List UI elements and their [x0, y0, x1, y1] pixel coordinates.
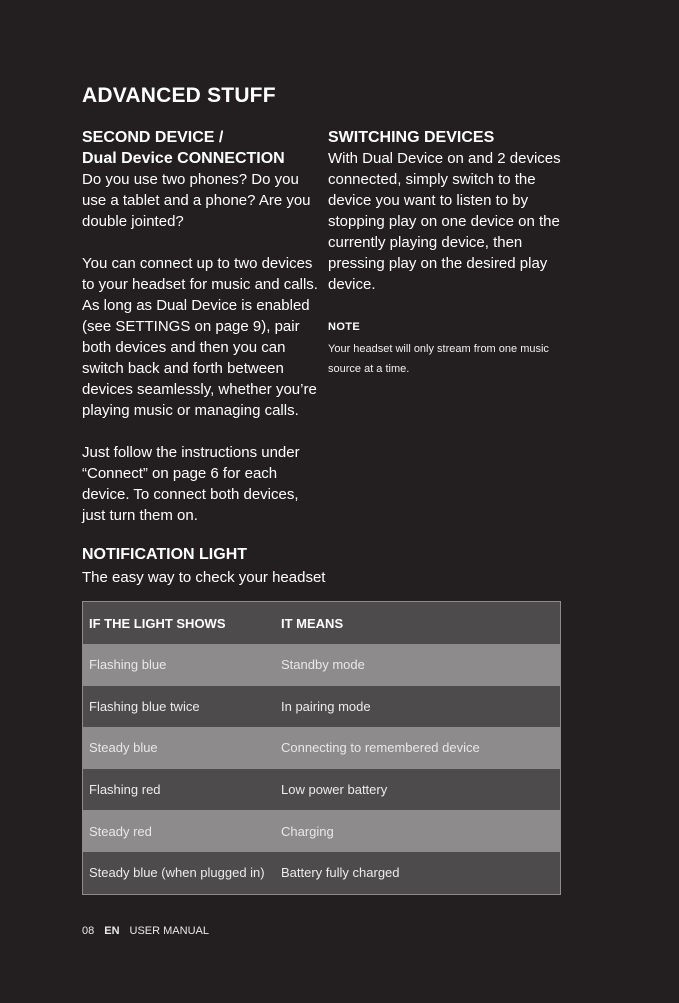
table-cell: Connecting to remembered device	[281, 740, 480, 756]
table-header-cell: IF THE LIGHT SHOWS	[89, 615, 226, 631]
table-row	[83, 852, 560, 894]
second-device-paragraph-2: You can connect up to two devices to your headset for music and calls. As long as Dual Device is enabled (see SETTINGS on page 9), pair both devices and then you can switch back and forth between devices seamlessly, whether you’re playing music or managing calls.	[82, 255, 318, 419]
notification-light-table	[82, 601, 561, 895]
table-cell: Steady blue (when plugged in)	[89, 865, 265, 881]
note-text: Your headset will only stream from one music source at a time.	[328, 343, 549, 375]
table-cell: Flashing red	[89, 782, 161, 798]
table-cell: In pairing mode	[281, 698, 371, 714]
page-footer	[82, 925, 209, 937]
notification-light-subtitle: The easy way to check your headset	[82, 569, 326, 586]
note-label: NOTE	[328, 321, 361, 333]
table-cell: Low power battery	[281, 782, 388, 798]
language-code: EN	[104, 925, 120, 937]
table-header-row	[83, 602, 560, 644]
second-device-section	[82, 127, 322, 526]
page-title: ADVANCED STUFF	[82, 84, 276, 107]
page-number: 08	[82, 925, 95, 937]
second-device-paragraph-1: Do you use two phones? Do you use a tablet and a phone? Are you double jointed?	[82, 171, 311, 230]
table-cell: Flashing blue twice	[89, 698, 200, 714]
table-cell: Standby mode	[281, 657, 365, 673]
switching-devices-heading: SWITCHING DEVICES	[328, 129, 495, 146]
notification-light-section	[82, 544, 562, 588]
table-header-cell: IT MEANS	[281, 615, 344, 631]
table-row	[83, 810, 560, 852]
second-device-heading-line2: Dual Device CONNECTION	[82, 150, 285, 167]
table-row	[83, 686, 560, 728]
switching-devices-section	[328, 127, 568, 379]
table-cell: Steady red	[89, 823, 152, 839]
footer-label: USER MANUAL	[129, 925, 209, 937]
table-cell: Flashing blue	[89, 657, 167, 673]
table-row	[83, 644, 560, 686]
table-row	[83, 727, 560, 769]
table-cell: Steady blue	[89, 740, 158, 756]
table-cell: Charging	[281, 823, 334, 839]
second-device-heading-line1: SECOND DEVICE /	[82, 129, 224, 146]
table-cell: Battery fully charged	[281, 865, 400, 881]
table-row	[83, 769, 560, 811]
second-device-paragraph-3: Just follow the instructions under “Connect” on page 6 for each device. To connect both devices, just turn them on.	[82, 444, 300, 524]
switching-devices-paragraph: With Dual Device on and 2 devices connected, simply switch to the device you want to listen to by stopping play on one device on the currently playing device, then pressing play on the desired play device.	[328, 150, 561, 293]
notification-light-heading: NOTIFICATION LIGHT	[82, 546, 248, 563]
